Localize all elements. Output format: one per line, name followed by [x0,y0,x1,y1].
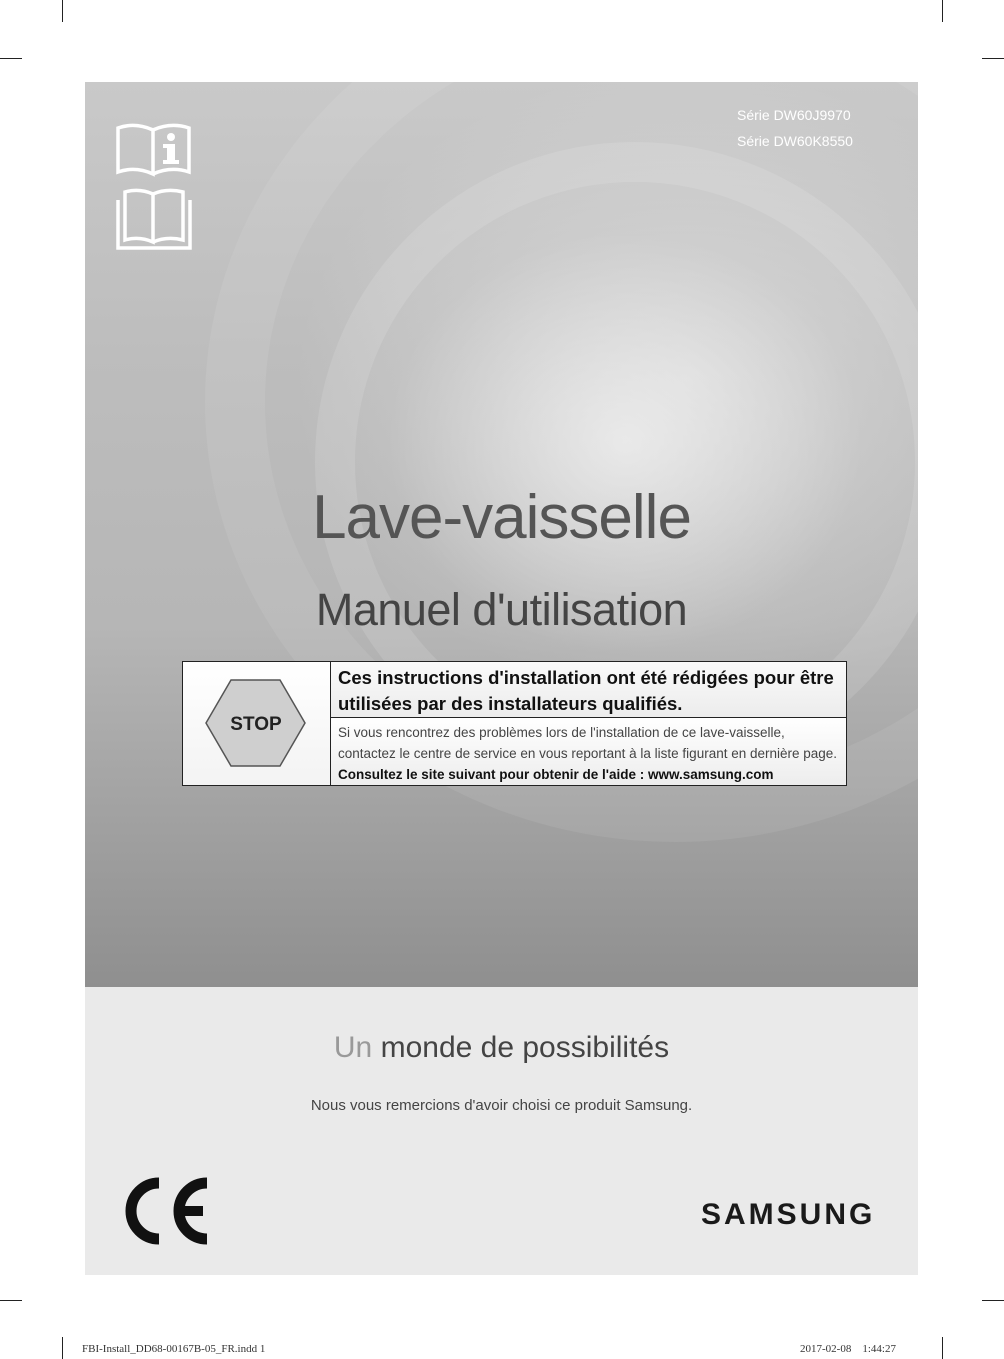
print-slug-file: FBI-Install_DD68-00167B-05_FR.indd 1 [82,1343,266,1355]
series-line: Série DW60J9970 [737,107,851,123]
installation-warning [182,661,847,786]
crop-mark [62,0,63,22]
samsung-logo: SAMSUNG [701,1198,876,1231]
warning-body-text: Si vous rencontrez des problèmes lors de l'installation de ce lave-vaisselle, contactez le centre de service en vous reportant à la liste figurant en dernière page. [338,725,838,761]
warning-body [331,718,846,785]
crop-mark [0,58,22,59]
support-website-text: Consultez le site suivant pour obtenir de l'aide : www.samsung.com [338,767,774,782]
slogan [85,1031,918,1065]
stop-sign-icon [183,662,330,785]
print-slug-date: 2017-02-08 1:44:27 [800,1343,896,1355]
series-list [737,102,853,154]
thank-you-text: Nous vous remercions d'avoir choisi ce produit Samsung. [310,1097,693,1114]
crop-mark [942,0,943,22]
slogan-rest: monde de possibilités [372,1031,670,1064]
cover-panel [85,82,918,987]
warning-heading: Ces instructions d'installation ont été rédigées pour être utilisées par des installateurs qualifiés. [331,662,846,718]
open-book-icon [115,186,193,257]
document-subtitle: Manuel d'utilisation [315,584,688,635]
crop-mark [62,1337,63,1359]
ce-mark-icon [121,1177,213,1250]
stop-sign-label: STOP [230,714,282,735]
series-line: Série DW60K8550 [737,133,853,149]
slogan-prefix: Un [333,1031,373,1064]
crop-mark [0,1300,22,1301]
crop-mark [982,1300,1004,1301]
document-title: Lave-vaisselle [312,483,691,552]
crop-mark [982,58,1004,59]
footer-band [85,987,918,1275]
crop-mark [942,1337,943,1359]
warning-sign-cell [183,662,331,785]
info-manual-icon [115,120,193,183]
